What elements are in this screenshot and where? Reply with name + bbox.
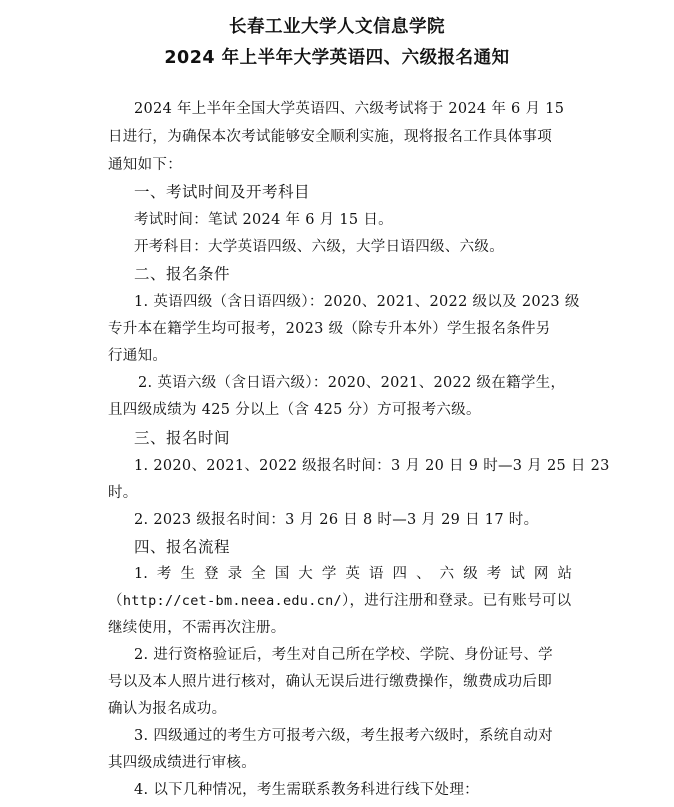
process-4-line-1: 4. 以下几种情况，考生需联系教务科进行线下处理：	[134, 782, 479, 798]
page-title: 长春工业大学人文信息学院	[229, 17, 445, 37]
section-3-heading: 三、报名时间	[134, 429, 231, 447]
intro-line-2: 日进行，为确保本次考试能够安全顺利实施，现将报名工作具体事项	[108, 129, 552, 145]
process-1-char: 站	[557, 566, 572, 582]
process-1-char: 1.	[134, 566, 148, 582]
process-1-char: 考	[486, 566, 502, 582]
process-1-char: 英	[345, 566, 360, 582]
process-1-char: 大	[298, 566, 313, 582]
process-1-char: 四	[392, 566, 408, 582]
schedule-2-text: 2. 2023 级报名时间：3 月 26 日 8 时—3 月 29 日 17 时。	[134, 512, 539, 528]
process-1-char: 考	[156, 566, 172, 582]
process-1-char: 生	[180, 566, 195, 582]
open-paren: （	[108, 593, 123, 609]
process-1-char: 、	[416, 566, 431, 582]
process-3-line-2: 其四级成绩进行审核。	[108, 755, 256, 771]
process-1-char: 网	[533, 566, 549, 582]
intro-line-3: 通知如下：	[108, 157, 182, 173]
section-1-heading: 一、考试时间及开考科目	[134, 183, 311, 201]
process-1-line-2	[108, 591, 572, 611]
process-1-line-1	[134, 564, 572, 584]
exam-time-text: 考试时间：笔试 2024 年 6 月 15 日。	[134, 212, 393, 228]
process-2-line-2: 号以及本人照片进行核对，确认无误后进行缴费操作，缴费成功后即	[108, 674, 552, 690]
schedule-1-line-1: 1. 2020、2021、2022 级报名时间：3 月 20 日 9 时—3 月 25 日 23	[134, 458, 610, 474]
process-1-char: 级	[463, 566, 478, 582]
process-1-char: 国	[274, 566, 290, 582]
registration-link[interactable]: http://cet-bm.neea.edu.cn/	[122, 593, 342, 609]
process-1-char: 学	[321, 566, 337, 582]
condition-2-line-2: 且四级成绩为 425 分以上（含 425 分）方可报考六级。	[108, 402, 481, 418]
page-subtitle: 2024 年上半年大学英语四、六级报名通知	[164, 48, 510, 68]
process-1-char: 语	[368, 566, 384, 582]
process-2-line-1: 2. 进行资格验证后，考生对自己所在学校、学院、身份证号、学	[134, 647, 553, 663]
process-1-char: 六	[439, 566, 455, 582]
process-1-line-2-suffix: ），进行注册和登录。已有账号可以	[341, 593, 572, 609]
condition-1-line-3: 行通知。	[108, 348, 168, 364]
condition-2-line-1: 2. 英语六级（含日语六级）：2020、2021、2022 级在籍学生，	[138, 375, 566, 391]
process-3-line-1: 3. 四级通过的考生方可报考六级，考生报考六级时，系统自动对	[134, 728, 553, 744]
schedule-1-line-2: 时。	[108, 485, 138, 501]
process-1-line-3: 继续使用，不需再次注册。	[108, 620, 286, 636]
process-1-char: 试	[510, 566, 525, 582]
process-2-line-3: 确认为报名成功。	[108, 701, 227, 717]
process-1-char: 登	[204, 566, 219, 582]
section-2-heading: 二、报名条件	[134, 265, 231, 283]
section-4-heading: 四、报名流程	[134, 538, 231, 556]
exam-subjects-text: 开考科目：大学英语四级、六级，大学日语四级、六级。	[134, 239, 504, 255]
process-1-char: 录	[227, 566, 243, 582]
condition-1-line-2: 专升本在籍学生均可报考，2023 级（除专升本外）学生报名条件另	[108, 321, 551, 337]
condition-1-line-1: 1. 英语四级（含日语四级）：2020、2021、2022 级以及 2023 级	[134, 294, 580, 310]
process-1-char: 全	[251, 566, 266, 582]
intro-line-1: 2024 年上半年全国大学英语四、六级考试将于 2024 年 6 月 15	[134, 101, 565, 117]
